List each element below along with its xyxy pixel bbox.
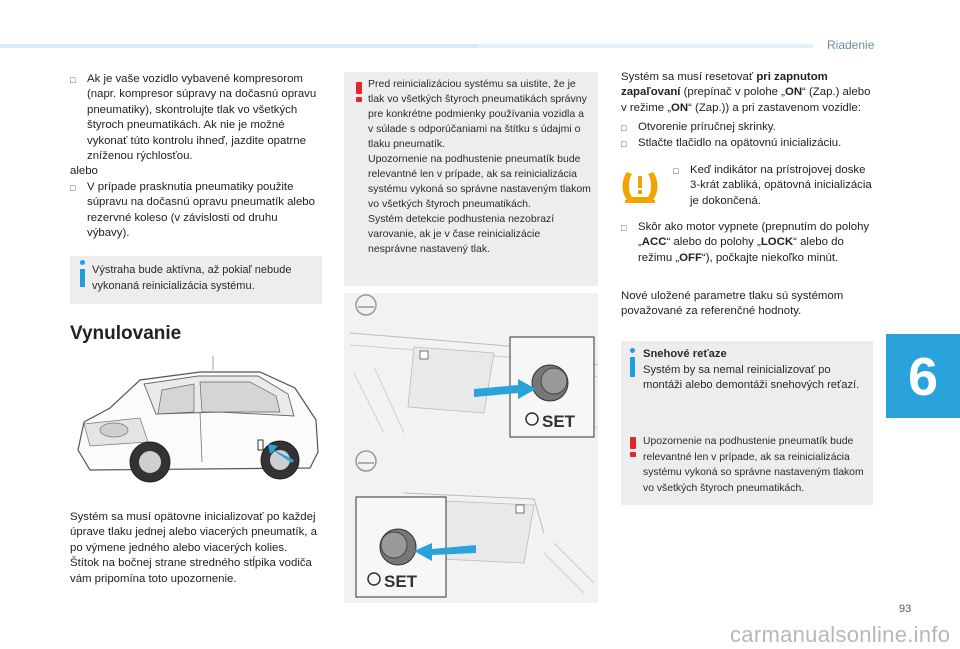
list-item xyxy=(621,120,873,136)
set-label-2: SET xyxy=(384,572,418,591)
chapter-tab xyxy=(886,334,960,418)
saved-params-text: Nové uložené parametre tlaku sú systémom považované za referenčné hodnoty. xyxy=(621,290,844,318)
chapter-number: 6 xyxy=(907,347,939,407)
header-bar-right xyxy=(478,44,813,48)
set-label-1: SET xyxy=(542,412,576,431)
intro-text: Systém sa musí resetovať xyxy=(621,71,757,83)
step-text: Keď indikátor na prístrojovej doske 3-krát zabliká, opätovná inicializácia je dokončená. xyxy=(690,164,872,207)
info-note-text: Výstraha bude aktívna, až pokiaľ nebude vykonaná reinicializácia systému. xyxy=(92,264,292,292)
warning-icon xyxy=(356,82,362,102)
step4-block xyxy=(621,220,873,266)
steps-list xyxy=(621,120,873,153)
watermark: carmanualsonline.info xyxy=(730,622,951,647)
warning-note-2 xyxy=(621,427,873,505)
dashboard-illustration xyxy=(344,293,598,603)
bullet-marker: □ xyxy=(70,182,76,193)
bullet-marker: □ xyxy=(70,75,76,85)
left-text-block-2 xyxy=(70,510,322,587)
info-note xyxy=(70,256,322,304)
list-item xyxy=(621,220,873,266)
step3-block xyxy=(673,163,873,209)
warning-note-text: Pred reinicializáciou systému sa uistite, že je tlak vo všetkých štyroch pneumatikách správny pre konkrétne podmienky používania vozidla a v súlade s odporúčaniami na štítku s údajmi o tlaku pneumatík. Upozornenie na podhustenie pneumatík bude relevantné len v prípade, ak sa reinicializácia systému vykoná so správne nastaveným tlakom vo všetkých štyroch pneumatikách. Systém detekcie podhustenia nezobrazí varovanie, ak je v čase reinicializácie nesprávne nastavený tlak. xyxy=(368,78,591,255)
bullet-text: Ak je vaše vozidlo vybavené kompresorom (napr. kompresor súpravy na dočasnú opravu pneumatiky), skontrolujte tlak vo všetkých štyroch pneumatikách. Ak nie je možné vykonať túto kontrolu ihneď, jazdite opatrne zníženou rýchlosťou. xyxy=(87,73,317,163)
snow-note-text xyxy=(643,347,869,394)
left-text-block xyxy=(70,72,322,241)
info-icon xyxy=(80,269,85,287)
list-item xyxy=(673,163,873,209)
intro-text: “ (Zap.)) a pri zastavenom vozidle: xyxy=(688,101,861,114)
step-text: Stlačte tlačidlo na opätovnú inicializáciu. xyxy=(638,137,842,150)
paragraph: Systém sa musí opätovne inicializovať po každej úprave tlaku jednej alebo viacerých pneumatík, a po výmene jedného alebo viacerých kolies. xyxy=(70,511,317,554)
snow-title: Snehové reťaze xyxy=(643,348,727,360)
car-illustration xyxy=(70,350,324,496)
list-item xyxy=(70,180,322,242)
info-icon xyxy=(630,357,635,377)
bullet-marker: □ xyxy=(621,123,627,133)
intro-on: ON xyxy=(671,101,689,114)
warning-icon xyxy=(630,437,636,457)
bullet-text: V prípade prasknutia pneumatiky použite súpravu na dočasnú opravu pneumatík alebo rezervné koleso (v závislosti od druhu výbavy). xyxy=(87,180,315,240)
warning-note-2-text: Upozornenie na podhustenie pneumatík bude relevantné len v prípade, ak sa reinicializácia systému vykoná so správne nastaveným tlakom vo všetkých štyroch pneumatikách. xyxy=(643,436,864,494)
intro-text: (prepínač v polohe „ xyxy=(680,86,785,99)
page-heading: Vynulovanie xyxy=(70,323,182,344)
warning-note xyxy=(344,72,598,286)
or-text: alebo xyxy=(70,165,98,178)
intro-bold: pri zapnutom zapaľovaní xyxy=(621,71,828,99)
intro-on: ON xyxy=(784,86,803,99)
step-text: Skôr ako motor vypnete (prepnutím do polohy „ACC“ alebo do polohy „LOCK“ alebo do režimu „OFF“), počkajte niekoľko minút. xyxy=(638,221,870,264)
right-intro xyxy=(621,70,873,116)
bullet-marker: □ xyxy=(621,139,627,150)
paragraph: Štítok na bočnej strane stredného stĺpika vodiča vám pripomína toto upozornenie. xyxy=(70,557,312,585)
header-bar-left xyxy=(0,44,478,48)
tpms-warning-icon xyxy=(618,166,662,206)
snow-text: Systém by sa nemal reinicializovať po montáži alebo demontáži snehových reťazí. xyxy=(643,363,860,391)
bullet-marker: □ xyxy=(621,223,627,233)
page-number: 93 xyxy=(899,603,912,615)
step-text: Otvorenie príručnej skrinky. xyxy=(638,121,776,133)
section-title: Riadenie xyxy=(827,38,875,52)
bullet-marker: □ xyxy=(673,166,679,176)
list-item xyxy=(621,136,873,152)
list-item xyxy=(70,72,322,164)
intro-text: “ (Zap.) alebo v režime „ xyxy=(621,86,871,114)
